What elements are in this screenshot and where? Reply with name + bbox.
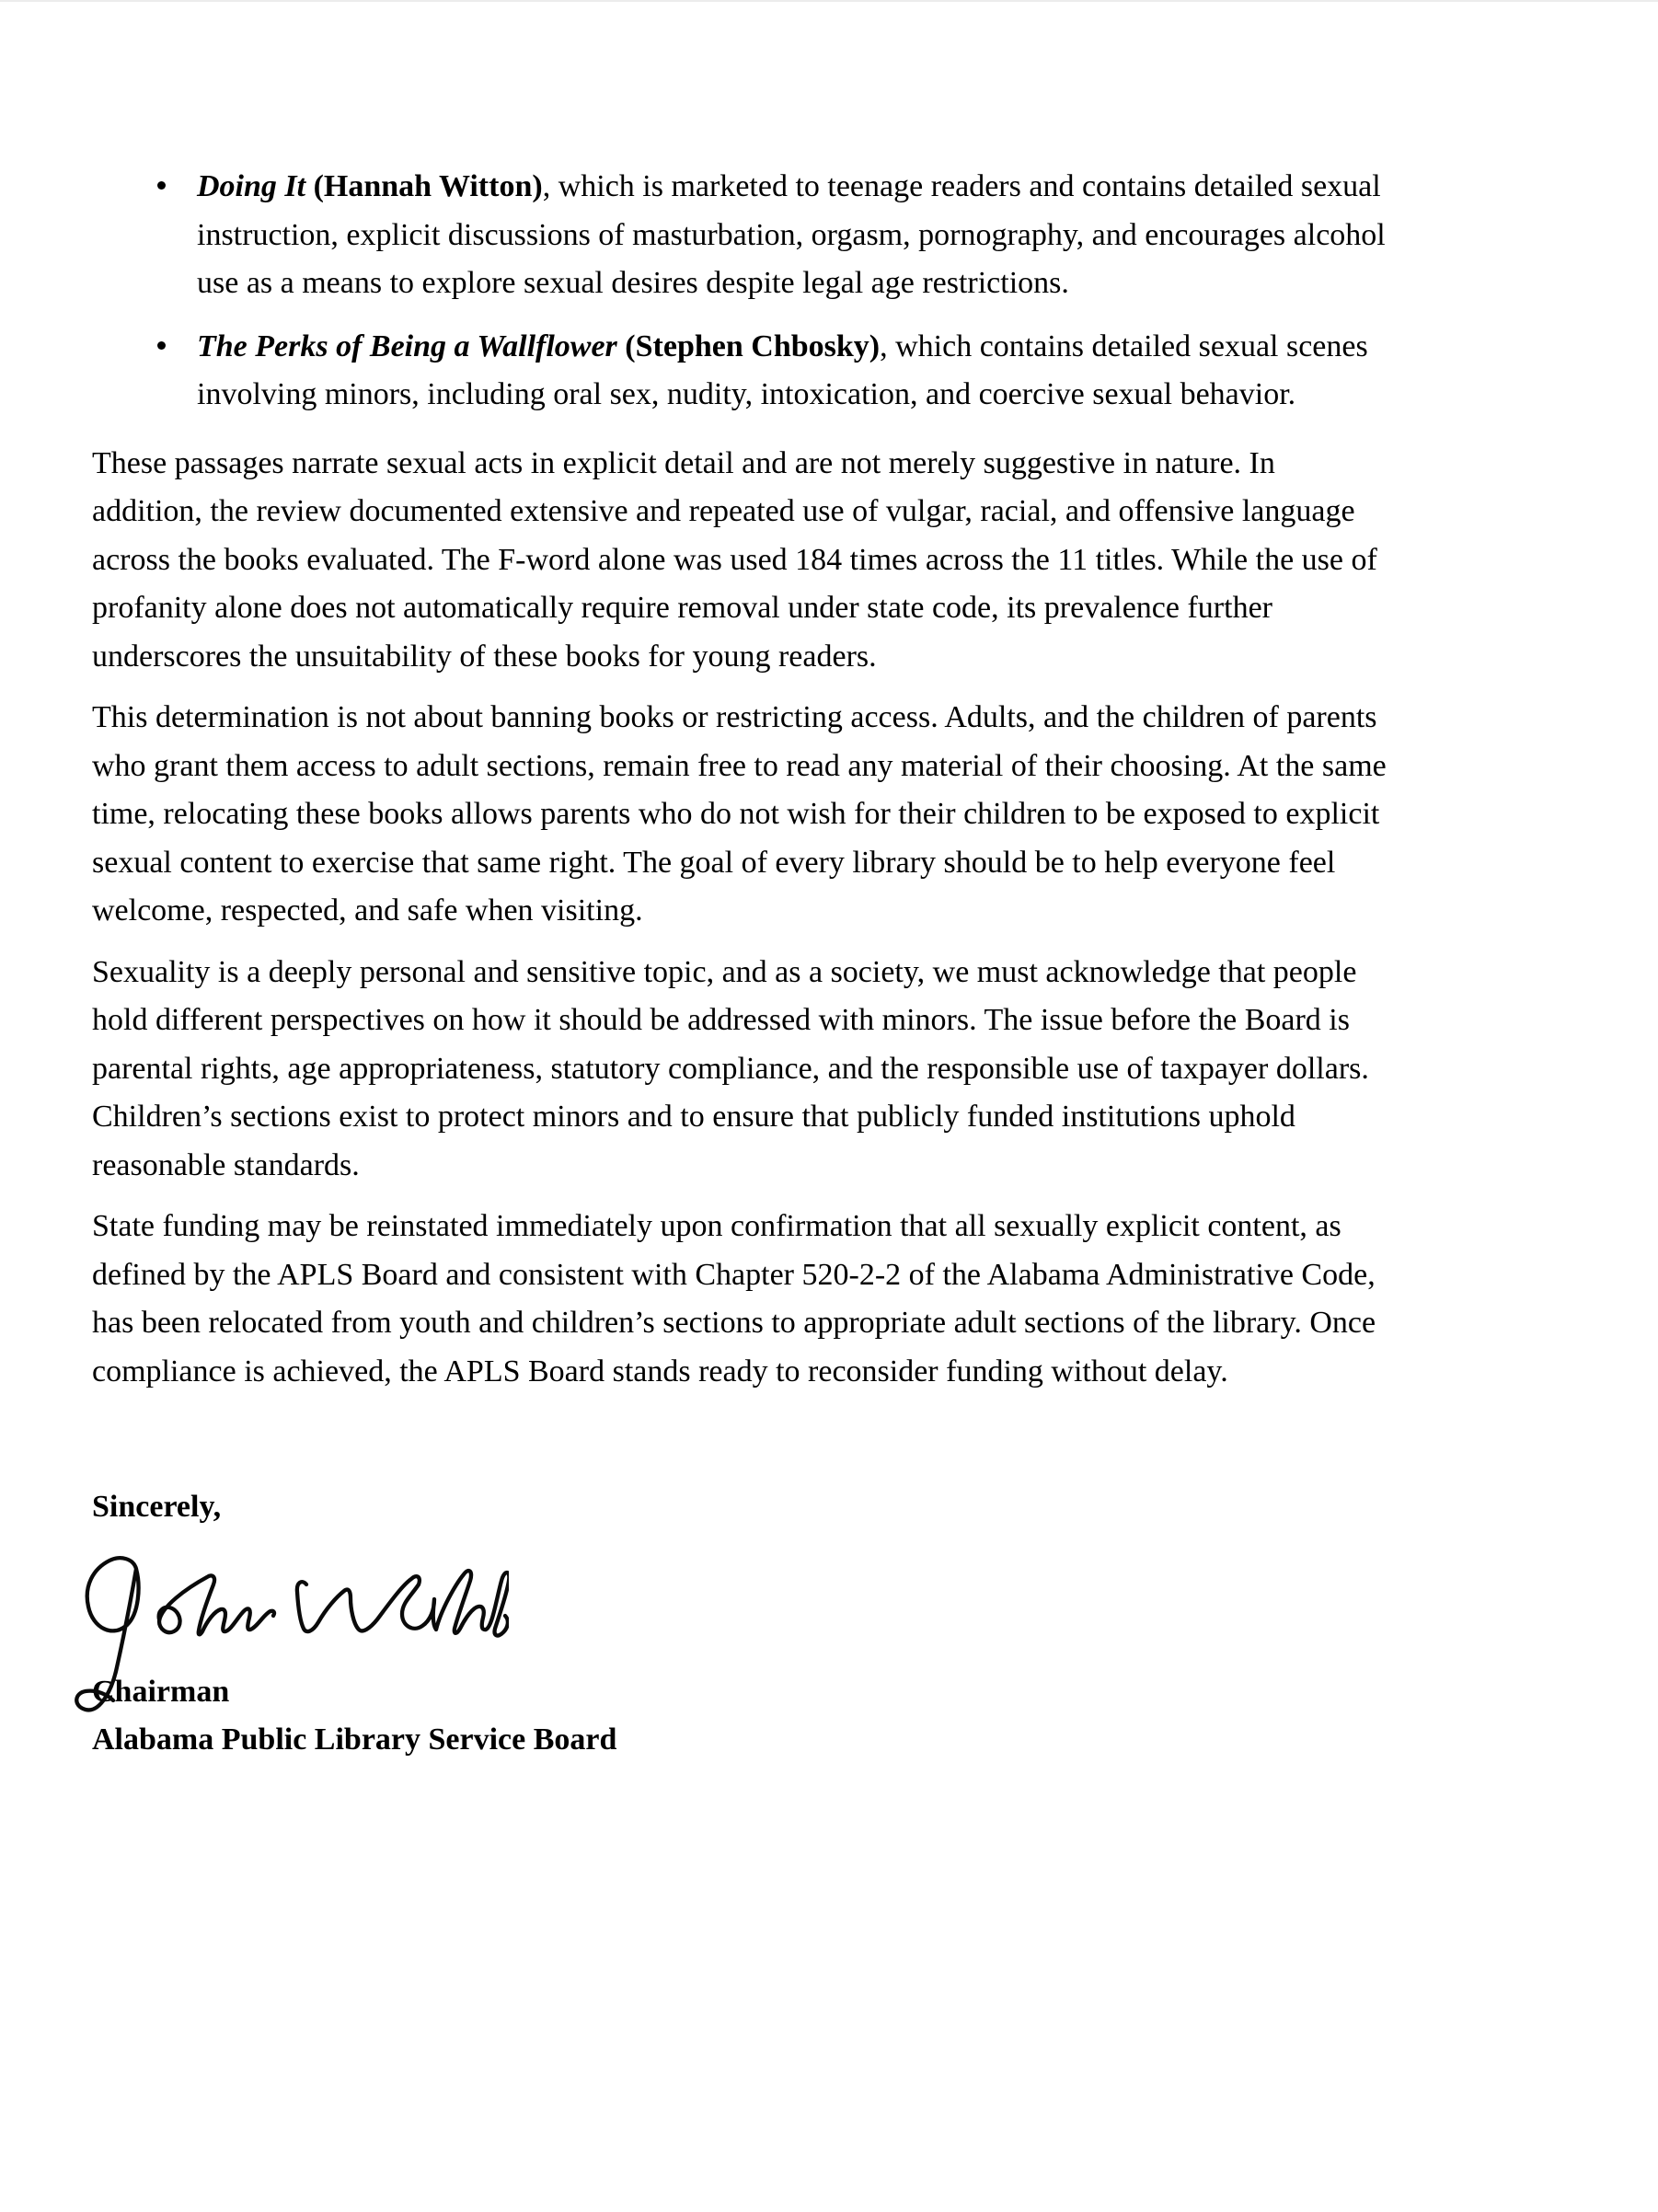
bullet-line: involving minors, including oral sex, nudity, intoxication, and coercive sexual behavior. [197, 377, 1296, 411]
bullet-marker-icon [157, 341, 166, 350]
body-line: reasonable standards. [92, 1147, 360, 1182]
book-title: The Perks of Being a Wallflower [197, 328, 617, 363]
signature [69, 1555, 509, 1713]
bullet-text: , which is marketed to teenage readers and contains detailed sexual [542, 169, 1381, 203]
body-line: profanity alone does not automatically require removal under state code, its prevalence further [92, 591, 1272, 625]
book-title: Doing It [197, 169, 306, 203]
bullet-list [92, 163, 1566, 420]
bullet-line: instruction, explicit discussions of masturbation, orgasm, pornography, and encourages alcohol [197, 217, 1386, 252]
body-line: State funding may be reinstated immediately upon confirmation that all sexually explicit content, as [92, 1209, 1341, 1243]
paragraph [92, 949, 1566, 1191]
book-author: (Stephen Chbosky) [616, 328, 881, 363]
paragraph [92, 694, 1566, 936]
body-line: compliance is achieved, the APLS Board stands ready to reconsider funding without delay. [92, 1354, 1228, 1388]
bullet-item [92, 323, 1566, 420]
signer-org: Alabama Public Library Service Board [92, 1722, 617, 1757]
bullet-text: , which contains detailed sexual scenes [880, 328, 1368, 363]
bullet-line [197, 163, 1566, 212]
signature-stroke-wahl [297, 1571, 509, 1635]
body-line: Sexuality is a deeply personal and sensitive topic, and as a society, we must acknowledge that people [92, 954, 1357, 989]
body-line: This determination is not about banning books or restricting access. Adults, and the children of parents [92, 700, 1377, 734]
signature-stroke-j [76, 1558, 138, 1710]
body-line: addition, the review documented extensive and repeated use of vulgar, racial, and offensive language [92, 494, 1355, 528]
body-line: time, relocating these books allows parents who do not wish for their children to be exposed to explicit [92, 797, 1380, 831]
bullet-line [197, 323, 1566, 372]
body-line: sexual content to exercise that same right. The goal of every library should be to help everyone feel [92, 845, 1336, 880]
body-line: hold different perspectives on how it should be addressed with minors. The issue before the Board is [92, 1003, 1350, 1037]
bullet-line: use as a means to explore sexual desires despite legal age restrictions. [197, 266, 1069, 300]
book-author: (Hannah Witton) [305, 169, 543, 203]
signature-stroke-ohn [159, 1575, 274, 1634]
body-line: These passages narrate sexual acts in explicit detail and are not merely suggestive in nature. In [92, 445, 1275, 480]
valediction: Sincerely, [92, 1490, 222, 1524]
body-line: Children’s sections exist to protect minors and to ensure that publicly funded institutions uphold [92, 1100, 1295, 1134]
paragraph [92, 440, 1566, 682]
bullet-marker-icon [157, 181, 166, 190]
body-line: welcome, respected, and safe when visiting. [92, 893, 643, 927]
signer-title: Chairman [92, 1674, 230, 1709]
body-line: parental rights, age appropriateness, statutory compliance, and the responsible use of taxpayer dollars. [92, 1051, 1369, 1086]
paragraph [92, 1203, 1566, 1396]
letter-body [92, 0, 1566, 1764]
body-line: underscores the unsuitability of these books for young readers. [92, 639, 877, 674]
body-line: across the books evaluated. The F-word alone was used 184 times across the 11 titles. While the use of [92, 542, 1377, 577]
body-line: who grant them access to adult sections, remain free to read any material of their choosing. At the same [92, 748, 1387, 783]
body-line: has been relocated from youth and children’s sections to appropriate adult sections of the library. Once [92, 1306, 1376, 1340]
bullet-item [92, 163, 1566, 308]
body-line: defined by the APLS Board and consistent with Chapter 520-2-2 of the Alabama Administrative Code, [92, 1257, 1376, 1292]
